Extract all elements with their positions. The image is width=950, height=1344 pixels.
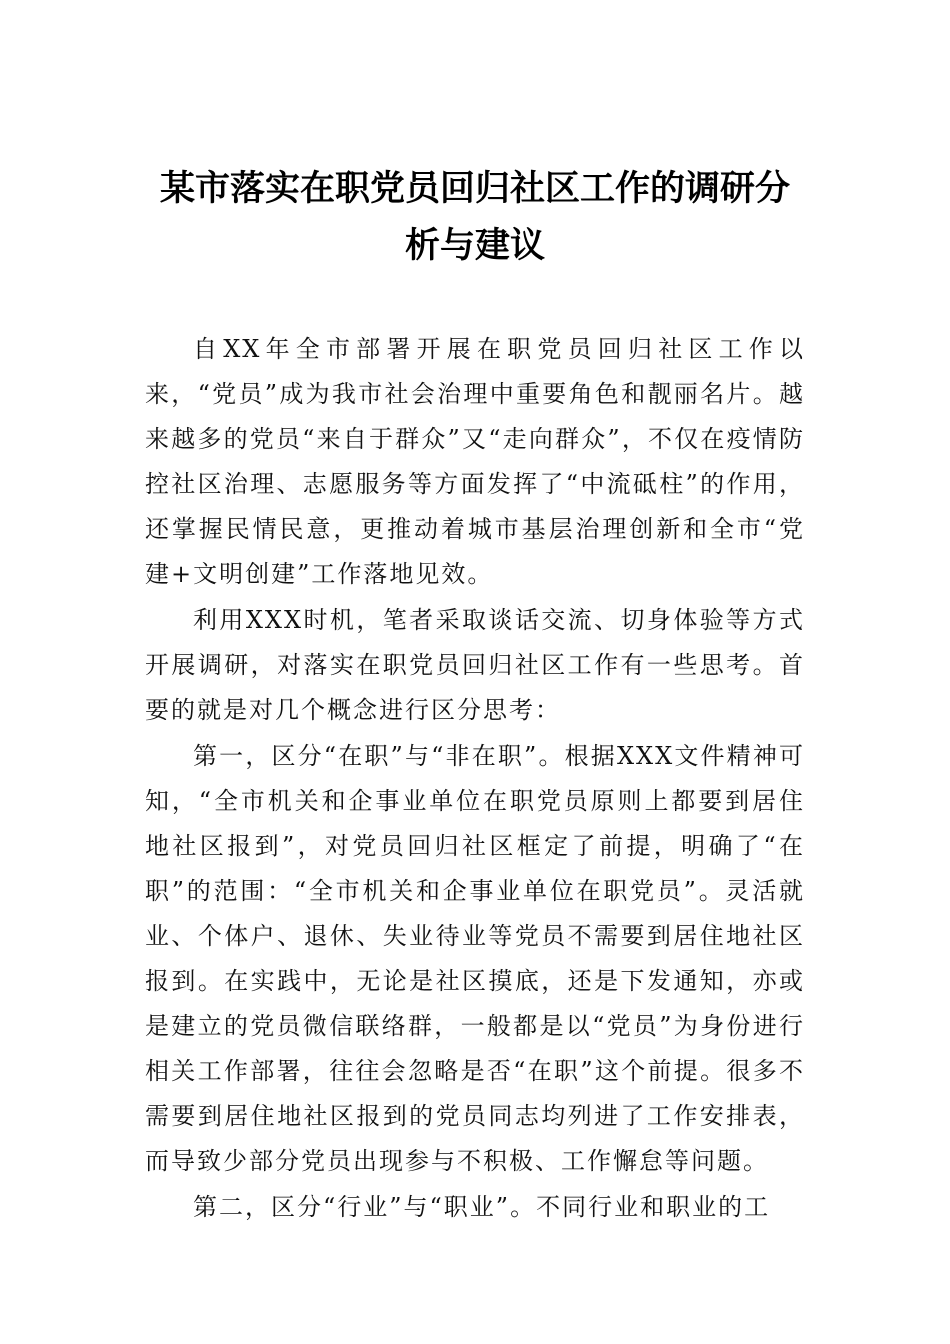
document-body (145, 327, 805, 1231)
paragraph-method: 利用XXX时机，笔者采取谈话交流、切身体验等方式开展调研，对落实在职党员回归社区工作有一些思考。首要的就是对几个概念进行区分思考： (145, 606, 805, 724)
paragraph-first-point: 第一，区分“在职”与“非在职”。根据XXX文件精神可知，“全市机关和企事业单位在职党员原则上都要到居住地社区报到”，对党员回归社区框定了前提，明确了“在职”的范围：“全市机关和企事业单位在职党员”。灵活就业、个体户、退休、失业待业等党员不需要到居住地社区报到。在实践中，无论是社区摸底，还是下发通知，亦或是建立的党员微信联络群，一般都是以“党员”为身份进行相关工作部署，往往会忽略是否“在职”这个前提。很多不需要到居住地社区报到的党员同志均列进了工作安排表，而导致少部分党员出现参与不积极、工作懈怠等问题。 (145, 742, 805, 1175)
paragraph-intro: 自XX年全市部署开展在职党员回归社区工作以来，“党员”成为我市社会治理中重要角色和靓丽名片。越来越多的党员“来自于群众”又“走向群众”，不仅在疫情防控社区治理、志愿服务等方面发挥了“中流砥柱”的作用，还掌握民情民意，更推动着城市基层治理创新和全市“党建+文明创建”工作落地见效。 (145, 335, 805, 588)
document-title: 某市落实在职党员回归社区工作的调研分析与建议 (159, 168, 790, 266)
paragraph-second-point: 第二，区分“行业”与“职业”。不同行业和职业的工 (193, 1193, 771, 1221)
